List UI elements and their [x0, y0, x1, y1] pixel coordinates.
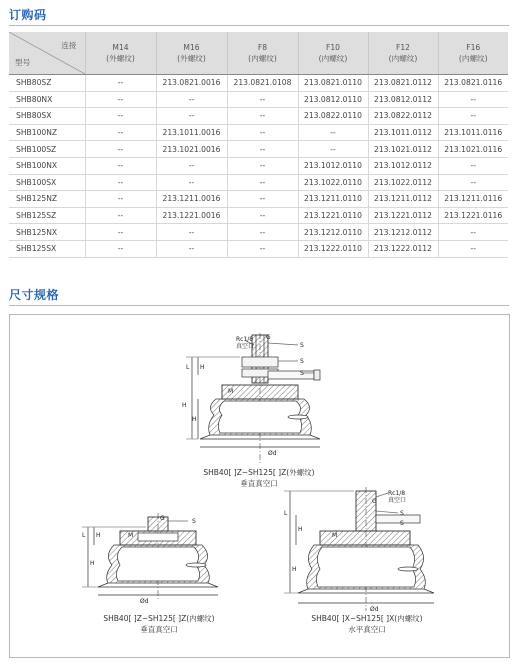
order-code-cell: --	[85, 124, 156, 141]
table-row	[9, 224, 508, 241]
d2-l-label: L	[82, 532, 86, 539]
order-code-cell: --	[85, 240, 156, 257]
order-code-cell: --	[85, 224, 156, 241]
column-header-5	[438, 32, 508, 75]
table-row	[9, 141, 508, 158]
column-header-2	[227, 32, 298, 75]
order-code-cell: 213.0822.0110	[298, 108, 368, 125]
d1-htotal-label: H	[182, 402, 187, 409]
column-thread-type: (外螺纹)	[106, 54, 135, 63]
column-header-3	[298, 32, 368, 75]
order-code-cell: 213.0821.0110	[298, 75, 368, 92]
dimension-spec-title: 尺寸规格	[9, 288, 60, 302]
header-corner-cell	[9, 32, 85, 75]
order-code-cell: --	[156, 224, 227, 241]
column-thread-type: (内螺纹)	[248, 54, 277, 63]
model-cell: SHB80SZ	[9, 75, 85, 92]
order-code-cell: --	[85, 141, 156, 158]
drawing-1-caption-line2: 垂直真空口	[240, 479, 278, 488]
d1-port-text: 真空口	[236, 343, 255, 350]
order-code-cell: 213.1012.0112	[368, 157, 438, 174]
order-code-cell: 213.1011.0016	[156, 124, 227, 141]
column-name: F8	[257, 43, 268, 52]
order-code-cell: --	[227, 91, 298, 108]
header-connection-label: 连接	[61, 41, 77, 50]
drawing-2-caption-line2: 垂直真空口	[140, 625, 178, 634]
order-code-cell: --	[438, 157, 508, 174]
order-code-cell: 213.0821.0116	[438, 75, 508, 92]
model-cell: SHB125NZ	[9, 191, 85, 208]
drawing-3-caption-line1: SHB40[ ]X~SH125[ ]X(内螺纹)	[311, 614, 423, 623]
order-code-cell: 213.1221.0016	[156, 207, 227, 224]
order-code-cell: --	[438, 240, 508, 257]
d1-d-label: Ød	[268, 450, 277, 457]
order-code-cell: --	[85, 75, 156, 92]
order-code-cell: 213.1211.0016	[156, 191, 227, 208]
d3-g-label: G	[372, 498, 377, 505]
order-code-cell: 213.1211.0110	[298, 191, 368, 208]
table-row	[9, 174, 508, 191]
order-code-cell: 213.1011.0112	[368, 124, 438, 141]
order-code-cell: --	[85, 157, 156, 174]
order-code-cell: 213.1221.0110	[298, 207, 368, 224]
order-code-cell: --	[227, 191, 298, 208]
order-code-cell: 213.1021.0016	[156, 141, 227, 158]
order-code-cell: --	[227, 207, 298, 224]
order-code-cell: 213.1221.0116	[438, 207, 508, 224]
order-code-cell: --	[227, 174, 298, 191]
order-code-cell: 213.0812.0110	[298, 91, 368, 108]
order-code-cell: 213.1022.0110	[298, 174, 368, 191]
order-code-cell: --	[298, 141, 368, 158]
model-cell: SHB125NX	[9, 224, 85, 241]
order-code-cell: --	[85, 191, 156, 208]
drawing-1-external-thread	[186, 333, 320, 465]
order-code-cell: 213.1211.0116	[438, 191, 508, 208]
column-header-0	[85, 32, 156, 75]
order-code-cell: --	[227, 157, 298, 174]
order-code-cell: 213.0821.0016	[156, 75, 227, 92]
order-code-cell: --	[438, 174, 508, 191]
d3-d-label: Ød	[370, 606, 379, 613]
order-code-cell: 213.0822.0112	[368, 108, 438, 125]
table-row	[9, 240, 508, 257]
order-code-cell: --	[85, 174, 156, 191]
d2-g-label: G	[160, 515, 165, 522]
column-thread-type: (内螺纹)	[318, 54, 348, 63]
order-code-title: 订购码	[9, 8, 47, 22]
order-code-cell: 213.0821.0112	[368, 75, 438, 92]
order-code-cell: --	[156, 240, 227, 257]
column-thread-type: (外螺纹)	[177, 54, 206, 63]
header-model-label: 型号	[15, 58, 31, 67]
order-code-cell: --	[156, 108, 227, 125]
column-name: M14	[112, 43, 129, 52]
order-code-cell: 213.0812.0112	[368, 91, 438, 108]
order-code-cell: --	[438, 108, 508, 125]
column-name: F10	[325, 43, 341, 52]
model-cell: SHB125SZ	[9, 207, 85, 224]
order-code-cell: 213.1022.0112	[368, 174, 438, 191]
title-divider	[9, 305, 509, 306]
order-code-cell: 213.1212.0112	[368, 224, 438, 241]
d1-h1-label: H	[200, 364, 205, 371]
d2-h1-label: H	[96, 532, 101, 539]
d1-port-label: Rc1/8	[236, 336, 254, 343]
table-row	[9, 91, 508, 108]
table-row	[9, 191, 508, 208]
order-code-cell: --	[85, 91, 156, 108]
order-code-table	[9, 32, 508, 258]
table-row	[9, 207, 508, 224]
column-header-4	[368, 32, 438, 75]
d2-d-label: Ød	[140, 598, 149, 605]
drawing-2-caption-line1: SHB40[ ]Z~SH125[ ]Z(内螺纹)	[103, 614, 215, 623]
d3-port-label: Rc1/8	[388, 490, 406, 497]
table-row	[9, 75, 508, 92]
drawing-3-caption	[302, 613, 432, 635]
d3-m-label: M	[332, 532, 338, 539]
column-header-1	[156, 32, 227, 75]
order-code-cell: --	[298, 124, 368, 141]
column-thread-type: (内螺纹)	[458, 54, 488, 63]
order-code-cell: --	[85, 108, 156, 125]
d3-h1-label: H	[298, 526, 303, 533]
order-code-cell: --	[227, 108, 298, 125]
d1-g-label: G	[266, 334, 271, 341]
model-cell: SHB125SX	[9, 240, 85, 257]
d3-s1-label: S	[400, 510, 404, 517]
order-code-cell: --	[438, 224, 508, 241]
order-code-cell: 213.1221.0112	[368, 207, 438, 224]
table-header-row	[9, 32, 508, 75]
d1-s2-label: S	[300, 358, 304, 365]
d1-m-label: M	[228, 388, 234, 395]
d2-h-label: H	[90, 560, 95, 567]
drawing-3-caption-line2: 水平真空口	[348, 625, 386, 634]
order-code-cell: --	[85, 207, 156, 224]
d3-s2-label: S	[400, 520, 404, 527]
order-code-cell: 213.1011.0116	[438, 124, 508, 141]
table-row	[9, 157, 508, 174]
order-code-cell: --	[156, 157, 227, 174]
drawing-1-caption	[194, 467, 324, 489]
title-divider	[9, 25, 509, 26]
order-code-cell: 213.1012.0110	[298, 157, 368, 174]
drawing-1-caption-line1: SHB40[ ]Z~SH125[ ]Z(外螺纹)	[203, 468, 315, 477]
model-cell: SHB100SZ	[9, 141, 85, 158]
column-name: F16	[466, 43, 481, 52]
drawing-2-caption	[94, 613, 224, 635]
order-code-cell: --	[227, 224, 298, 241]
d2-s-label: S	[192, 518, 196, 525]
dimension-drawing-panel	[9, 314, 510, 658]
order-code-cell: 213.1021.0116	[438, 141, 508, 158]
d3-h-label: H	[292, 566, 297, 573]
drawing-3-horizontal-port	[284, 487, 434, 611]
drawing-2-internal-thread	[82, 513, 218, 601]
d1-s1-label: S	[300, 342, 304, 349]
order-code-cell: 213.1212.0110	[298, 224, 368, 241]
order-code-cell: --	[438, 91, 508, 108]
order-code-cell: 213.1021.0112	[368, 141, 438, 158]
order-code-cell: 213.1222.0110	[298, 240, 368, 257]
table-row	[9, 108, 508, 125]
d3-l-label: L	[284, 510, 288, 517]
column-name: F12	[395, 43, 411, 52]
model-cell: SHB100SX	[9, 174, 85, 191]
model-cell: SHB80NX	[9, 91, 85, 108]
model-cell: SHB80SX	[9, 108, 85, 125]
order-code-cell: --	[156, 174, 227, 191]
order-code-cell: 213.1211.0112	[368, 191, 438, 208]
d1-h-label: H	[192, 416, 197, 423]
model-cell: SHB100NZ	[9, 124, 85, 141]
column-name: M16	[183, 43, 200, 52]
order-code-cell: --	[227, 124, 298, 141]
d1-l-label: L	[186, 364, 190, 371]
order-code-cell: --	[156, 91, 227, 108]
column-thread-type: (内螺纹)	[388, 54, 418, 63]
order-code-cell: 213.0821.0108	[227, 75, 298, 92]
table-row	[9, 124, 508, 141]
d3-port-text: 真空口	[388, 497, 407, 504]
order-code-cell: --	[227, 240, 298, 257]
model-cell: SHB100NX	[9, 157, 85, 174]
order-code-cell: --	[227, 141, 298, 158]
d2-m-label: M	[128, 532, 134, 539]
d1-s3-label: S	[300, 370, 304, 377]
order-code-cell: 213.1222.0112	[368, 240, 438, 257]
